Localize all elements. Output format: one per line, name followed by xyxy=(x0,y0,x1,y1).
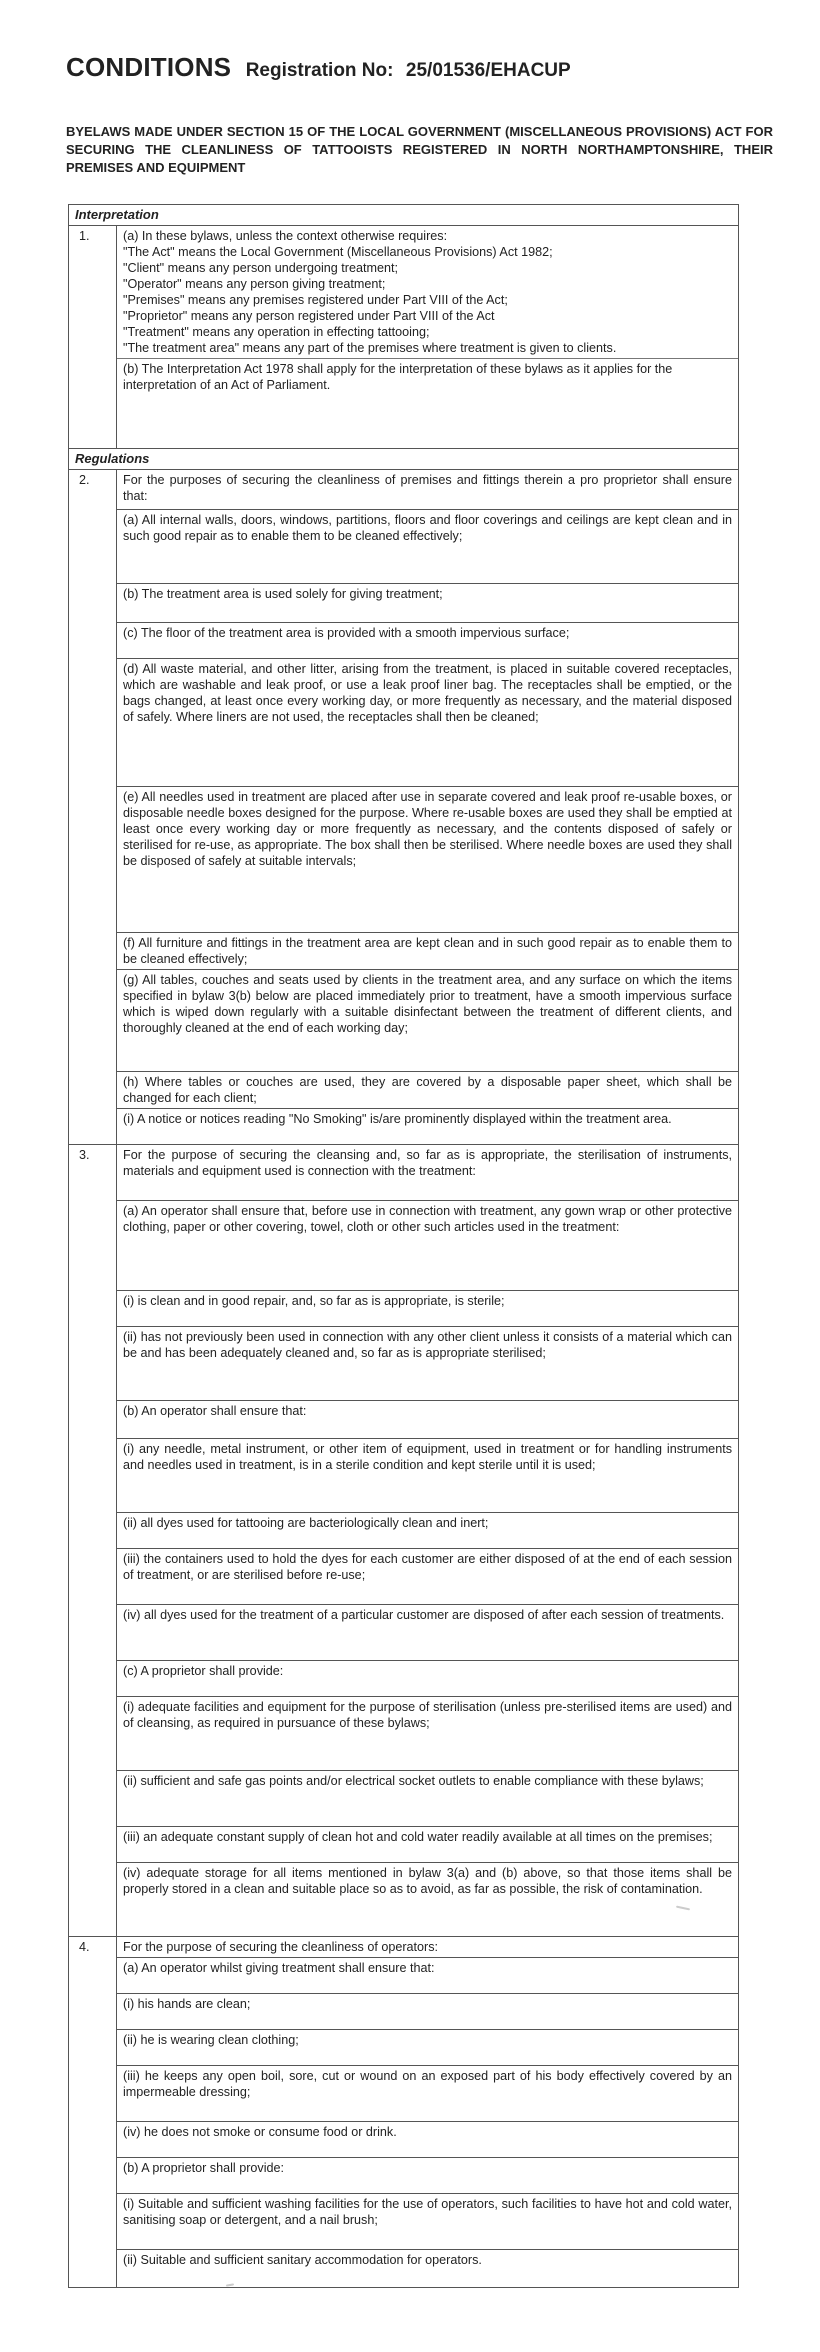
definition-line: "Operator" means any person giving treatment; xyxy=(123,277,386,291)
regulation-3b-i: (i) any needle, metal instrument, or other item of equipment, used in treatment or for handling instruments and needles used in treatment, is in a sterile condition and kept sterile until it is used; xyxy=(117,1439,739,1513)
blank-cell xyxy=(69,1549,117,1605)
regulation-row xyxy=(69,2250,739,2288)
blank-cell xyxy=(69,1201,117,1291)
regulation-2b: (b) The treatment area is used solely for giving treatment; xyxy=(117,584,739,623)
blank-cell xyxy=(69,659,117,787)
regulation-3a: (a) An operator shall ensure that, before use in connection with treatment, any gown wrap or other protective clothing, paper or other covering, towel, cloth or other such articles used in the treatment: xyxy=(117,1201,739,1291)
regulation-3c-iv: (iv) adequate storage for all items mentioned in bylaw 3(a) and (b) above, so that those items shall be properly stored in a clean and suitable place so as to avoid, as far as possible, the risk of contamination. xyxy=(117,1863,739,1937)
regulation-3-intro: For the purpose of securing the cleansing and, so far as is appropriate, the sterilisation of instruments, materials and equipment used is connection with the treatment: xyxy=(117,1145,739,1201)
regulation-2f: (f) All furniture and fittings in the treatment area are kept clean and in such good repair as to enable them to be cleaned effectively; xyxy=(117,933,739,970)
blank-cell xyxy=(69,2194,117,2250)
blank-cell xyxy=(69,2122,117,2158)
regulation-2c: (c) The floor of the treatment area is provided with a smooth impervious surface; xyxy=(117,623,739,659)
regulation-row xyxy=(69,1327,739,1401)
interpretation-definitions xyxy=(117,228,738,359)
definition-line: "Premises" means any premises registered under Part VIII of the Act; xyxy=(123,293,508,307)
regulation-row xyxy=(69,787,739,933)
definition-line: (a) In these bylaws, unless the context otherwise requires: xyxy=(123,229,448,243)
regulation-2e: (e) All needles used in treatment are placed after use in separate covered and leak proof re-usable boxes, or disposable needle boxes designed for the purpose. Where re-usable boxes are used they shall be emptied at least once every working day or more frequently as necessary, and the contents disposed of safely or sterilised for re-use, as appropriate. The box shall then be sterilised. Where needle boxes are used they shall be disposed of safely at suitable intervals; xyxy=(117,787,739,933)
registration-label: Registration No: xyxy=(245,60,394,81)
definition-line: "The treatment area" means any part of the premises where treatment is given to clients. xyxy=(123,341,617,355)
regulation-3c-iii: (iii) an adequate constant supply of clean hot and cold water readily available at all times on the premises; xyxy=(117,1827,739,1863)
regulation-row xyxy=(69,2122,739,2158)
regulation-row xyxy=(69,1513,739,1549)
blank-cell xyxy=(69,584,117,623)
regulation-3b-iii: (iii) the containers used to hold the dyes for each customer are either disposed of at the end of each session of treatment, or are sterilised before re-use; xyxy=(117,1549,739,1605)
blank-cell xyxy=(69,1994,117,2030)
regulation-row xyxy=(69,584,739,623)
regulation-row xyxy=(69,659,739,787)
definition-line: "The Act" means the Local Government (Miscellaneous Provisions) Act 1982; xyxy=(123,245,553,259)
document-header xyxy=(66,52,571,83)
regulation-row xyxy=(69,1771,739,1827)
regulation-row xyxy=(69,1401,739,1439)
regulation-3a-i: (i) is clean and in good repair, and, so far as is appropriate, is sterile; xyxy=(117,1291,739,1327)
blank-cell xyxy=(69,1513,117,1549)
regulation-2d: (d) All waste material, and other litter, arising from the treatment, is placed in suitable covered receptacles, which are washable and leak proof, or use a leak proof liner bag. The receptacles shall be emptied, or the bags changed, at least once every working day, or more frequently as necessary, and the material disposed of safely. Where liners are not used, the receptacles shall then be cleaned; xyxy=(117,659,739,787)
regulation-row xyxy=(69,1697,739,1771)
definition-line: "Client" means any person undergoing treatment; xyxy=(123,261,398,275)
blank-cell xyxy=(69,1291,117,1327)
blank-cell xyxy=(69,1109,117,1145)
interpretation-row xyxy=(69,226,739,449)
regulation-row xyxy=(69,2030,739,2066)
interpretation-heading-row xyxy=(69,205,739,226)
interpretation-body xyxy=(117,226,739,449)
regulation-3a-ii: (ii) has not previously been used in connection with any other client unless it consists of a material which can be and has been adequately cleaned and, so far as is appropriate sterilised; xyxy=(117,1327,739,1401)
regulations-heading-row xyxy=(69,449,739,470)
blank-cell xyxy=(69,1401,117,1439)
byelaws-title: BYELAWS MADE UNDER SECTION 15 OF THE LOCAL GOVERNMENT (MISCELLANEOUS PROVISIONS) ACT FOR SECURING THE CLEANLINESS OF TATTOOISTS REGISTERED IN NORTH NORTHAMPTONSHIRE, THEIR PREMISES AND EQUIPMENT xyxy=(66,124,773,175)
blank-cell xyxy=(69,2030,117,2066)
blank-cell xyxy=(69,1439,117,1513)
blank-cell xyxy=(69,1771,117,1827)
clause-number: 2. xyxy=(69,470,117,510)
regulation-4-intro: For the purpose of securing the cleanliness of operators: xyxy=(117,1937,739,1958)
blank-cell xyxy=(69,933,117,970)
regulation-row xyxy=(69,2066,739,2122)
blank-cell xyxy=(69,2066,117,2122)
blank-cell xyxy=(69,1072,117,1109)
regulation-2-intro: For the purposes of securing the cleanliness of premises and fittings therein a pro proprietor shall ensure that: xyxy=(117,470,739,510)
regulation-3b-iv: (iv) all dyes used for the treatment of a particular customer are disposed of after each session of treatments. xyxy=(117,1605,739,1661)
regulations-heading: Regulations xyxy=(69,449,739,470)
definition-line: "Treatment" means any operation in effecting tattooing; xyxy=(123,325,430,339)
interpretation-act-clause: (b) The Interpretation Act 1978 shall apply for the interpretation of these bylaws as it applies for the interpretation of an Act of Parliament. xyxy=(123,362,673,392)
clause-number: 3. xyxy=(69,1145,117,1201)
regulation-4b: (b) A proprietor shall provide: xyxy=(117,2158,739,2194)
regulation-4b-i: (i) Suitable and sufficient washing facilities for the use of operators, such facilities to have hot and cold water, sanitising soap or detergent, and a nail brush; xyxy=(117,2194,739,2250)
blank-cell xyxy=(69,623,117,659)
regulation-row xyxy=(69,1605,739,1661)
blank-cell xyxy=(69,787,117,933)
regulation-row xyxy=(69,1994,739,2030)
blank-cell xyxy=(69,970,117,1072)
clause-number: 1. xyxy=(69,226,117,449)
regulation-row xyxy=(69,623,739,659)
blank-cell xyxy=(69,1863,117,1937)
blank-cell xyxy=(69,1827,117,1863)
regulation-3c: (c) A proprietor shall provide: xyxy=(117,1661,739,1697)
definition-line: "Proprietor" means any person registered under Part VIII of the Act xyxy=(123,309,495,323)
regulation-4a-i: (i) his hands are clean; xyxy=(117,1994,739,2030)
blank-cell xyxy=(69,510,117,584)
regulation-row xyxy=(69,970,739,1072)
regulation-4a-iv: (iv) he does not smoke or consume food or drink. xyxy=(117,2122,739,2158)
registration-number: 25/01536/EHACUP xyxy=(405,60,571,81)
byelaws-table xyxy=(68,204,739,2288)
clause-number: 4. xyxy=(69,1937,117,1958)
regulation-row xyxy=(69,510,739,584)
regulation-2i: (i) A notice or notices reading "No Smoking" is/are prominently displayed within the treatment area. xyxy=(117,1109,739,1145)
regulation-row xyxy=(69,1109,739,1145)
regulation-row xyxy=(69,1145,739,1201)
regulation-row xyxy=(69,1937,739,1958)
regulation-4a-iii: (iii) he keeps any open boil, sore, cut or wound on an exposed part of his body effectively covered by an impermeable dressing; xyxy=(117,2066,739,2122)
conditions-title: CONDITIONS xyxy=(66,52,232,82)
regulation-2h: (h) Where tables or couches are used, they are covered by a disposable paper sheet, which shall be changed for each client; xyxy=(117,1072,739,1109)
blank-cell xyxy=(69,1661,117,1697)
regulation-row xyxy=(69,470,739,510)
regulation-3c-ii: (ii) sufficient and safe gas points and/or electrical socket outlets to enable compliance with these bylaws; xyxy=(117,1771,739,1827)
regulation-row xyxy=(69,1291,739,1327)
regulation-3b-ii: (ii) all dyes used for tattooing are bacteriologically clean and inert; xyxy=(117,1513,739,1549)
regulation-4b-ii: (ii) Suitable and sufficient sanitary accommodation for operators. xyxy=(117,2250,739,2288)
regulation-row xyxy=(69,1201,739,1291)
regulation-row xyxy=(69,1958,739,1994)
blank-cell xyxy=(69,1605,117,1661)
interpretation-heading: Interpretation xyxy=(69,205,739,226)
regulation-row xyxy=(69,1549,739,1605)
blank-cell xyxy=(69,2158,117,2194)
regulation-row xyxy=(69,1863,739,1937)
regulation-row xyxy=(69,933,739,970)
regulation-4a: (a) An operator whilst giving treatment shall ensure that: xyxy=(117,1958,739,1994)
regulation-row xyxy=(69,1827,739,1863)
regulation-row xyxy=(69,1072,739,1109)
blank-cell xyxy=(69,1697,117,1771)
regulation-row xyxy=(69,2194,739,2250)
regulation-row xyxy=(69,1439,739,1513)
blank-cell xyxy=(69,1327,117,1401)
regulation-2g: (g) All tables, couches and seats used by clients in the treatment area, and any surface on which the items specified in bylaw 3(b) below are placed immediately prior to treatment, have a smooth impervious surface which is wiped down regularly with a suitable disinfectant between the treatment of different clients, and thoroughly cleaned at the end of each working day; xyxy=(117,970,739,1072)
regulation-row xyxy=(69,1661,739,1697)
regulation-3c-i: (i) adequate facilities and equipment for the purpose of sterilisation (unless pre-sterilised items are used) and of cleansing, as required in pursuance of these bylaws; xyxy=(117,1697,739,1771)
regulation-2a: (a) All internal walls, doors, windows, partitions, floors and floor coverings and ceilings are kept clean and in such good repair as to enable them to be cleaned effectively; xyxy=(117,510,739,584)
regulation-row xyxy=(69,2158,739,2194)
regulation-3b: (b) An operator shall ensure that: xyxy=(117,1401,739,1439)
blank-cell xyxy=(69,1958,117,1994)
blank-cell xyxy=(69,2250,117,2288)
regulation-4a-ii: (ii) he is wearing clean clothing; xyxy=(117,2030,739,2066)
